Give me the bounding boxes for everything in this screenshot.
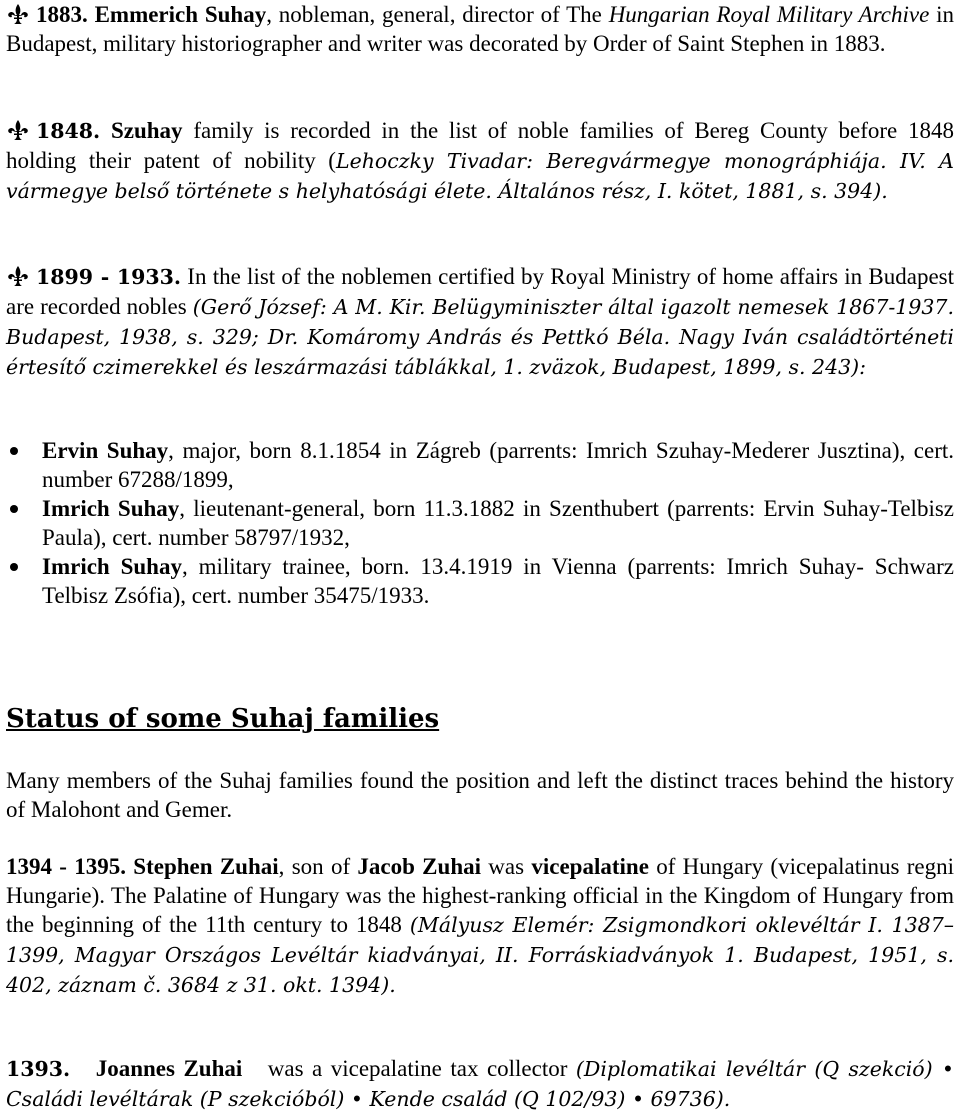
entry-text: , lieutenant-general, born 11.3.1882 in Szenthubert (parrents: Ervin Suhay-Telbisz Paula), cert. number 58797/1932,: [42, 496, 954, 550]
person-name: Emmerich Suhay: [94, 2, 267, 27]
person-name: Imrich Suhay: [42, 554, 182, 579]
person-name: Jacob Zuhai: [357, 854, 481, 879]
entry-year: 1848.: [36, 119, 101, 143]
entry-1883: [6, 0, 954, 58]
entry-1393: [6, 1054, 954, 1114]
entry-text: , nobleman, general, director of The: [266, 2, 609, 27]
entry-year: 1394 - 1395.: [6, 854, 126, 879]
entry-text: in Budapest, military historiographer and writer was decorated by Order of Saint Stephen in 1883.: [6, 2, 955, 56]
list-item: [6, 494, 954, 552]
archive-name: Hungarian Royal Military Archive: [608, 2, 930, 27]
citation: Lehoczky Tivadar: Beregvármegye monográphiája. IV. A vármegye belső története s helyhatósági élete. Általános rész, I. kötet, 1881, s. 394).: [6, 149, 954, 203]
entry-text: family is recorded in the list of noble families of Bereg County before 1848 holding their patent of nobility (: [6, 118, 954, 173]
noble-list: [6, 436, 954, 610]
section-heading: Status of some Suhaj families: [6, 704, 440, 734]
entry-text: In the list of the noblemen certified by Royal Ministry of home affairs in Budapest are recorded nobles: [6, 264, 955, 319]
entry-1899-1933: [6, 262, 954, 382]
entry-year: 1393.: [6, 1057, 71, 1081]
person-name: Stephen Zuhai: [133, 854, 279, 879]
entry-text: of Hungary (vicepalatinus regni Hungarie). The Palatine of Hungary was the highest-ranking official in the Kingdom of Hungary from the beginning of the 11th century to 1848: [6, 854, 954, 937]
bullet-icon: [10, 505, 18, 513]
person-name: Imrich Suhay: [42, 496, 180, 521]
entry-text: was: [481, 854, 532, 879]
citation: (Gerő József: A M. Kir. Belügyminiszter által igazolt nemesek 1867-1937. Budapest, 1938, s. 329; Dr. Komáromy András és Pettkó Béla. Nagy Iván családtörténeti értesítő czimerekkel és leszármazási táblákkal, 1. zväzok, Budapest, 1899, s. 243):: [6, 295, 954, 379]
entry-text: , son of: [278, 854, 358, 879]
entry-1394-1395: [6, 852, 954, 1000]
fleur-de-lis-icon: [6, 119, 30, 141]
bullet-icon: [10, 447, 18, 455]
entry-1848: [6, 116, 954, 206]
entry-text: , major, born 8.1.1854 in Zágreb (parrents: Imrich Szuhay-Mederer Jusztina), cert. number 67288/1899,: [42, 438, 955, 492]
list-item: [6, 552, 954, 610]
entry-text: , military trainee, born. 13.4.1919 in Vienna (parrents: Imrich Suhay- Schwarz Telbisz Zsófia), cert. number 35475/1933.: [42, 554, 954, 608]
entry-text: was a vicepalatine tax collector: [259, 1056, 576, 1081]
list-item: [6, 436, 954, 494]
citation: (Diplomatikai levéltár (Q szekció) • Családi levéltárak (P szekcióból) • Kende család (Q 102/93) • 69736).: [6, 1057, 955, 1111]
entry-year: 1899 - 1933.: [36, 265, 182, 289]
fleur-de-lis-icon: [6, 265, 30, 287]
role-title: vicepalatine: [531, 854, 649, 879]
section-intro: Many members of the Suhaj families found the position and left the distinct traces behind the history of Malohont and Gemer.: [6, 768, 954, 822]
bullet-icon: [10, 563, 18, 571]
fleur-de-lis-icon: [6, 3, 30, 25]
entry-year: 1883.: [36, 2, 88, 27]
person-name: Joannes Zuhai: [95, 1056, 243, 1081]
citation: (Mályusz Elemér: Zsigmondkori oklevéltár I. 1387–1399, Magyar Országos Levéltár kiadványai, II. Forráskiadványok 1. Budapest, 1951, s. 402, záznam č. 3684 z 31. okt. 1394).: [6, 913, 954, 997]
family-name: Szuhay: [110, 118, 183, 143]
person-name: Ervin Suhay: [42, 438, 169, 463]
